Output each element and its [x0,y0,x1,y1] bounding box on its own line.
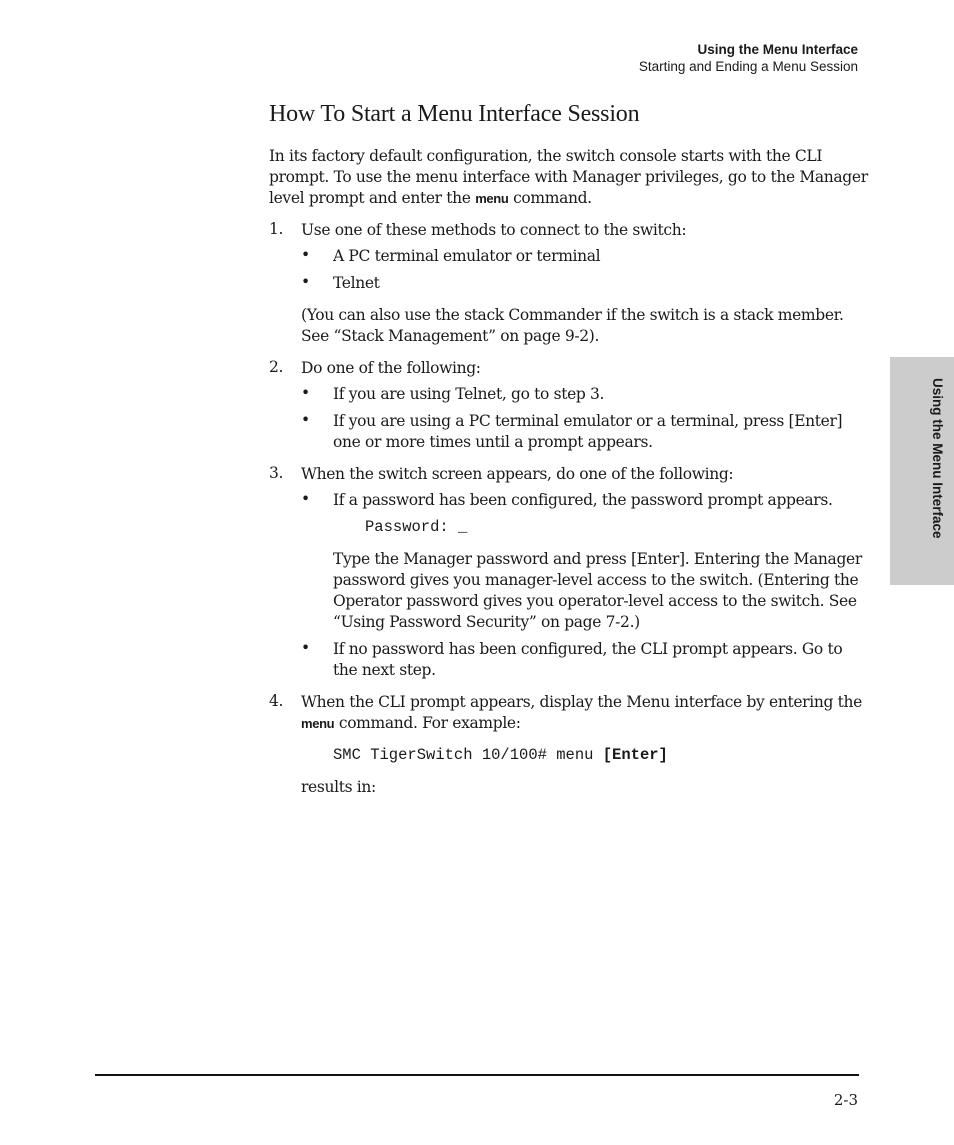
intro-line-3-end: command. [508,189,592,207]
step-4-result-text: results in: [301,778,376,796]
bullet-icon: • [301,411,311,429]
bullet-icon: • [301,384,311,402]
step-2-number: 2. [269,358,284,376]
intro-line-3-text: level prompt and enter the [269,189,476,207]
step-3-para-line-1: Type the Manager password and press [Enter]. Entering the Manager [333,550,862,568]
bullet-icon: • [301,639,311,657]
menu-command-example [333,746,668,764]
password-prompt-code: Password: _ [365,518,468,536]
footer-rule [95,1074,859,1076]
step-1-number: 1. [269,220,284,238]
step-1-note-line-1: (You can also use the stack Commander if the switch is a stack member. [301,306,844,324]
chapter-side-tab-label: Using the Menu Interface [930,378,945,539]
step-3-bullet-2-line-2: the next step. [333,661,436,679]
step-4-line-2 [301,713,521,734]
step-1-bullet-2: Telnet [333,274,380,292]
bullet-icon: • [301,490,311,508]
step-2-bullet-1: If you are using Telnet, go to step 3. [333,385,605,403]
step-2-bullet-2-line-1: If you are using a PC terminal emulator or a terminal, press [Enter] [333,412,843,430]
step-3-bullet-2-line-1: If no password has been configured, the CLI prompt appears. Go to [333,640,843,658]
bullet-icon: • [301,273,311,291]
step-1-note-line-2: See “Stack Management” on page 9-2). [301,327,600,345]
step-3-bullet-1: If a password has been configured, the password prompt appears. [333,491,833,509]
intro-line-2: prompt. To use the menu interface with Manager privileges, go to the Manager [269,168,868,186]
step-3-text: When the switch screen appears, do one of the following: [301,465,734,483]
step-3-para-line-2: password gives you manager-level access to the switch. (Entering the [333,571,859,589]
step-3-number: 3. [269,464,284,482]
step-3-para-line-4: “Using Password Security” on page 7-2.) [333,613,640,631]
section-heading: How To Start a Menu Interface Session [269,101,640,127]
step-4-line-1: When the CLI prompt appears, display the Menu interface by entering the [301,693,862,711]
intro-line-3 [269,188,592,209]
step-4-line-2-text: command. For example: [334,714,521,732]
step-4-number: 4. [269,692,284,710]
menu-keyword: menu [475,191,509,206]
step-2-text: Do one of the following: [301,359,481,377]
step-2-bullet-2-line-2: one or more times until a prompt appears. [333,433,653,451]
step-3-para-line-3: Operator password gives you operator-level access to the switch. See [333,592,857,610]
intro-line-1: In its factory default configuration, the switch console starts with the CLI [269,147,823,165]
running-header-subtitle: Starting and Ending a Menu Session [638,59,858,74]
step-1-text: Use one of these methods to connect to the switch: [301,221,687,239]
enter-key-label: [Enter] [602,746,668,764]
step-1-bullet-1: A PC terminal emulator or terminal [333,247,601,265]
command-prompt-text: SMC TigerSwitch 10/100# menu [333,746,603,764]
bullet-icon: • [301,246,311,264]
running-header-title: Using the Menu Interface [697,42,858,57]
menu-keyword: menu [301,716,335,731]
page-number: 2-3 [833,1091,858,1109]
